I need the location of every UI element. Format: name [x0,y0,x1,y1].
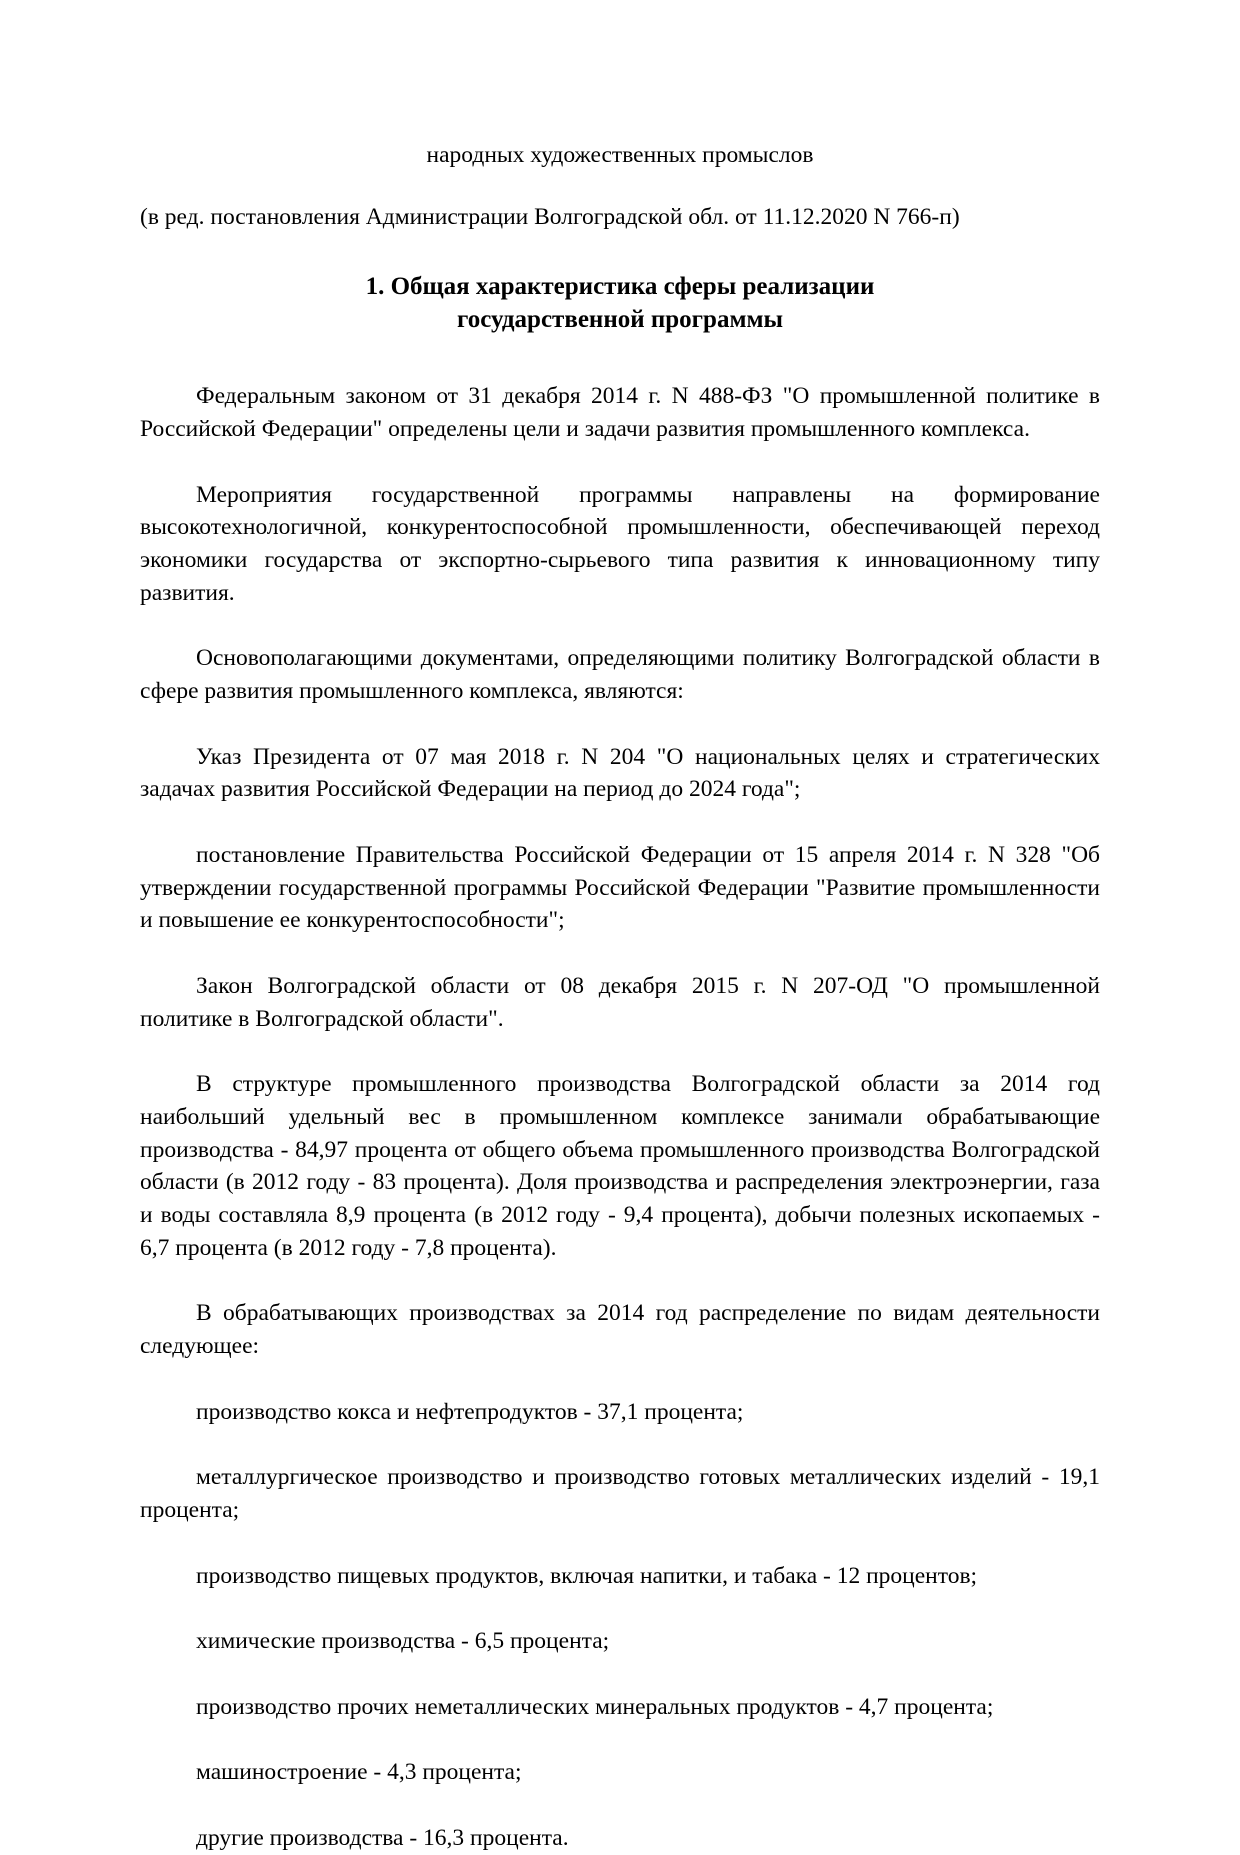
document-body [140,140,1100,1855]
list-item: производство прочих неметаллических минеральных продуктов - 4,7 процента; [196,1693,994,1720]
body-paragraph: В структуре промышленного производства Волгоградской области за 2014 год наибольший удельный вес в промышленном комплексе занимали обрабатывающие производства - 84,97 процента от общего объема промышленного производства Волгоградской области (в 2012 году - 83 процента). Доля производства и распределения электроэнергии, газа и воды составляла 8,9 процента (в 2012 году - 9,4 процента), добычи полезных ископаемых - 6,7 процента (в 2012 году - 7,8 процента). [140,1071,1100,1261]
list-item: металлургическое производство и производство готовых металлических изделий - 19,1 процента; [140,1464,1100,1523]
section-heading-line-2: государственной программы [456,305,784,333]
list-item: производство кокса и нефтепродуктов - 37,1 процента; [196,1398,744,1425]
document-header-line: народных художественных промыслов [426,142,814,168]
revision-note: (в ред. постановления Администрации Волгоградской обл. от 11.12.2020 N 766-п) [140,203,960,230]
body-paragraph: Основополагающими документами, определяющими политику Волгоградской области в сфере развития промышленного комплекса, являются: [140,645,1100,705]
list-item: химические производства - 6,5 процента; [196,1628,610,1655]
body-paragraph: Федеральным законом от 31 декабря 2014 г. N 488-ФЗ "О промышленной политике в Российской Федерации" определены цели и задачи развития промышленного комплекса. [140,383,1100,443]
body-paragraph: постановление Правительства Российской Федерации от 15 апреля 2014 г. N 328 "Об утверждении государственной программы Российской Федерации "Развитие промышленности и повышение ее конкурентоспособности"; [140,842,1100,934]
list-item: машиностроение - 4,3 процента; [196,1759,522,1786]
list-item: другие производства - 16,3 процента. [196,1825,569,1852]
list-item: производство пищевых продуктов, включая напитки, и табака - 12 процентов; [196,1562,978,1589]
section-heading-line-1: 1. Общая характеристика сферы реализации [365,273,875,301]
body-paragraph: Закон Волгоградской области от 08 декабря 2015 г. N 207-ОД "О промышленной политике в Волгоградской области". [140,972,1100,1032]
body-paragraph: Мероприятия государственной программы направлены на формирование высокотехнологичной, конкурентоспособной промышленности, обеспечивающей переход экономики государства от экспортно-сырьевого типа развития к инновационному типу развития. [140,481,1100,606]
body-paragraph: В обрабатывающих производствах за 2014 год распределение по видам деятельности следующее: [140,1300,1100,1359]
section-heading [140,271,1100,336]
body-paragraph: Указ Президента от 07 мая 2018 г. N 204 "О национальных целях и стратегических задачах развития Российской Федерации на период до 2024 года"; [140,743,1100,803]
